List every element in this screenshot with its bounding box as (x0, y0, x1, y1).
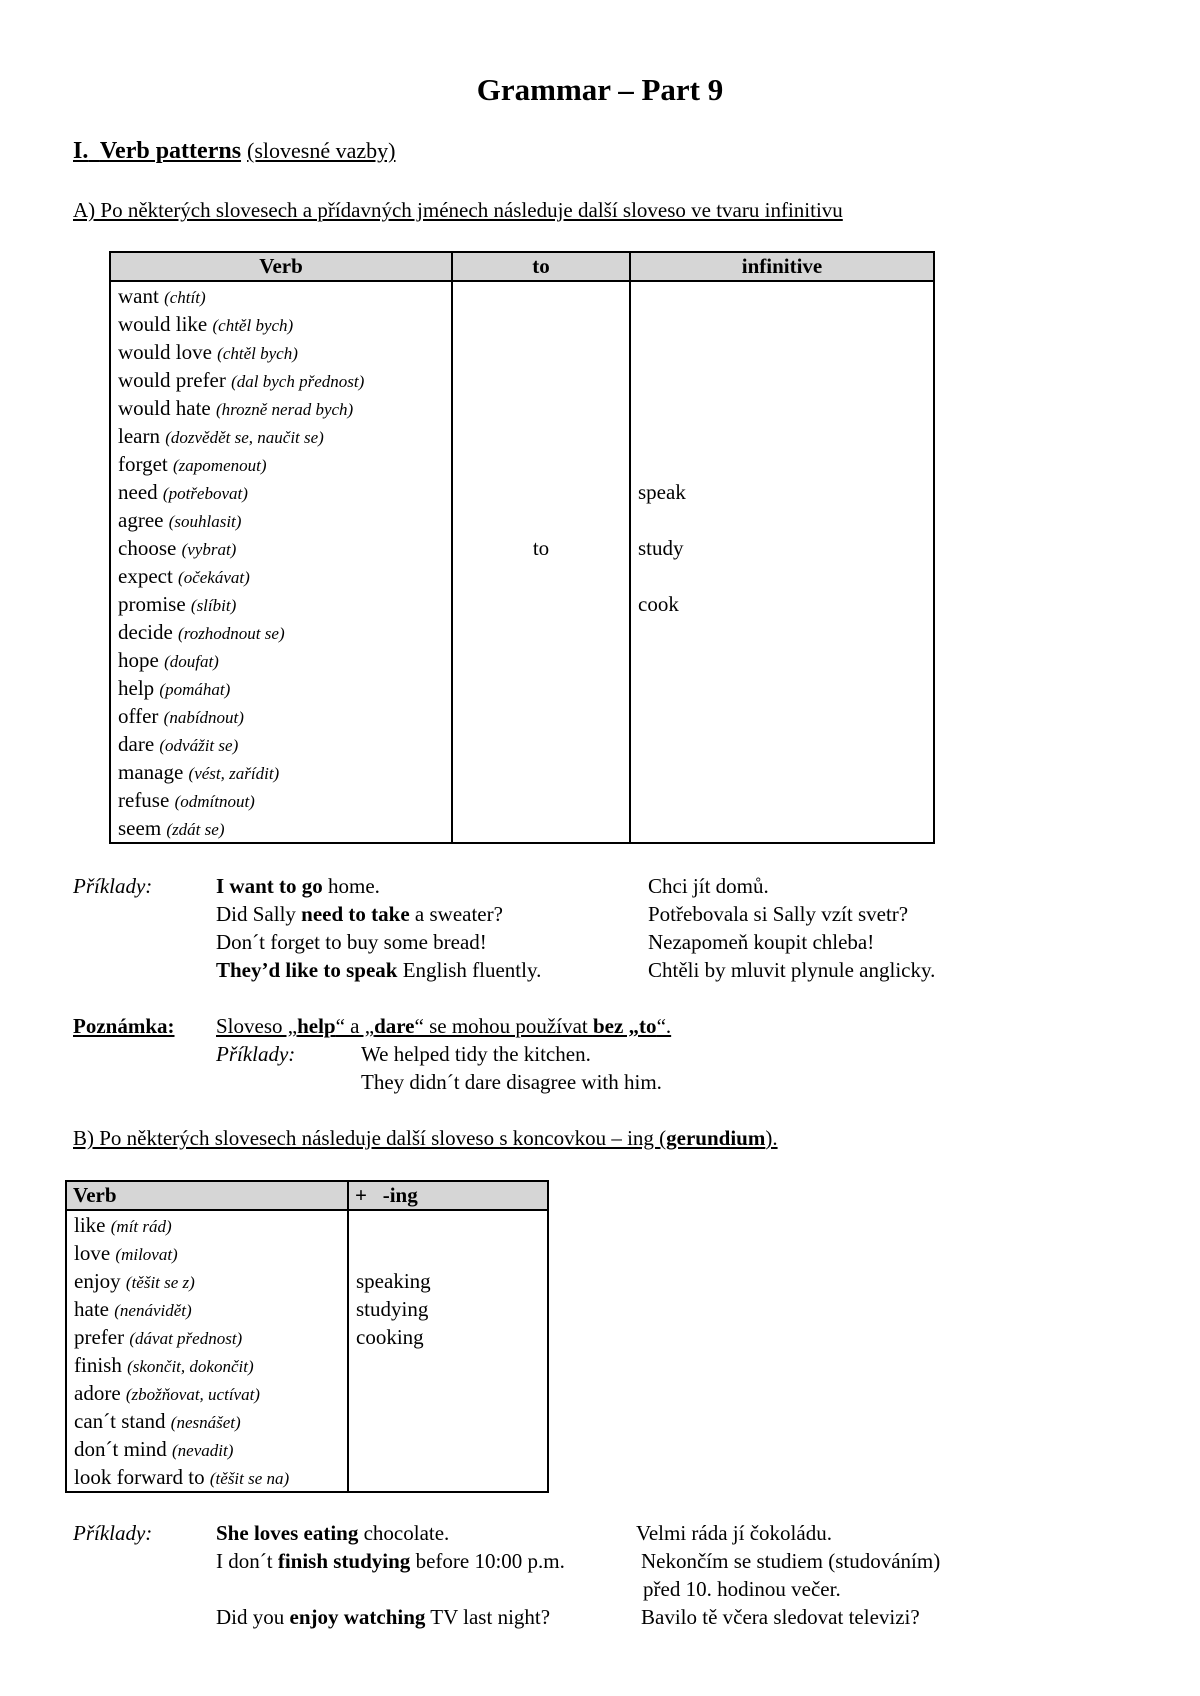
verb-item (111, 366, 451, 394)
verb-cz: (nevadit) (172, 1441, 234, 1460)
verb-cz: (doufat) (164, 652, 219, 671)
verb-en: hate (74, 1297, 109, 1321)
ing-item: studying (356, 1297, 429, 1321)
verb-cz: (těšit se z) (125, 1273, 195, 1292)
verb-en: dare (118, 732, 155, 756)
verb-item (67, 1463, 347, 1491)
verb-cz: (slíbit) (190, 596, 237, 615)
verb-en: promise (118, 592, 186, 616)
example-en: They’d like to speak English fluently. (216, 958, 542, 982)
note-example: They didn´t dare disagree with him. (361, 1070, 662, 1094)
verb-en: help (118, 676, 155, 700)
note-text: Sloveso „help“ a „dare“ se mohou používat bez „to“. (216, 1014, 672, 1038)
part-a-heading: A) Po některých slovesech a přídavných jménech následuje další sloveso ve tvaru infinitivu (73, 198, 843, 222)
verb-item (67, 1323, 347, 1351)
verb-item (111, 310, 451, 338)
verb-en: adore (74, 1381, 121, 1405)
example-cz: Chtěli by mluvit plynule anglicky. (648, 958, 936, 982)
verb-cz: (mít rád) (110, 1217, 172, 1236)
verb-item (111, 674, 451, 702)
verb-item (67, 1239, 347, 1267)
col-verb: Verb (110, 252, 452, 281)
example-en: I want to go home. (216, 874, 380, 898)
verb-cz: (hrozně nerad bych) (215, 400, 354, 419)
verb-en: learn (118, 424, 160, 448)
examples-label: Příklady: (73, 1521, 153, 1545)
col-infinitive: infinitive (630, 252, 934, 281)
verb-en: can´t stand (74, 1409, 166, 1433)
example-cz: Nezapomeň koupit chleba! (648, 930, 875, 954)
infinitive-list (630, 281, 934, 843)
verb-cz: (skončit, dokončit) (127, 1357, 254, 1376)
verb-cz: (zapomenout) (173, 456, 267, 475)
example-cz: Chci jít domů. (648, 874, 769, 898)
verb-en: forget (118, 452, 168, 476)
example-cz: Bavilo tě včera sledovat televizi? (641, 1605, 920, 1629)
verb-item (67, 1211, 347, 1239)
example-cz: Potřebovala si Sally vzít svetr? (648, 902, 909, 926)
verb-en: finish (74, 1353, 122, 1377)
verb-item (111, 702, 451, 730)
verb-item (111, 506, 451, 534)
verb-cz: (potřebovat) (162, 484, 248, 503)
verb-cz: (chtít) (164, 288, 206, 307)
verb-en: manage (118, 760, 184, 784)
verb-item (111, 646, 451, 674)
verb-cz: (nesnášet) (170, 1413, 241, 1432)
verb-en: love (74, 1241, 111, 1265)
to-cell (452, 281, 630, 843)
col-to: to (452, 252, 630, 281)
col-ing: + -ing (348, 1181, 548, 1210)
verb-item (67, 1379, 347, 1407)
verb-cz: (rozhodnout se) (178, 624, 285, 643)
verb-item (111, 422, 451, 450)
verb-en: don´t mind (74, 1437, 167, 1461)
verb-en: offer (118, 704, 159, 728)
verb-en: would prefer (118, 368, 226, 392)
verb-en: like (74, 1213, 106, 1237)
verb-cz: (souhlasit) (168, 512, 242, 531)
infinitive-table (109, 251, 935, 844)
verb-cz: (odvážit se) (159, 736, 239, 755)
verb-item (111, 478, 451, 506)
verb-item (111, 282, 451, 310)
section-heading (73, 138, 395, 165)
verb-item (111, 814, 451, 842)
verb-cz: (vybrat) (181, 540, 237, 559)
verb-list (110, 281, 452, 843)
note-example: We helped tidy the kitchen. (361, 1042, 591, 1066)
examples-label: Příklady: (73, 874, 153, 898)
example-cz: před 10. hodinou večer. (643, 1577, 841, 1601)
note-label: Poznámka: (73, 1014, 175, 1038)
verb-en: would like (118, 312, 208, 336)
verb-cz: (těšit se na) (209, 1469, 290, 1488)
verb-en: expect (118, 564, 173, 588)
example-cz: Velmi ráda jí čokoládu. (636, 1521, 832, 1545)
infinitive-item: speak (638, 480, 686, 504)
verb-item (111, 394, 451, 422)
example-cz: Nekončím se studiem (studováním) (641, 1549, 941, 1573)
verb-cz: (zdát se) (166, 820, 225, 839)
verb-cz: (pomáhat) (159, 680, 231, 699)
verb-item (111, 338, 451, 366)
example-en: Did you enjoy watching TV last night? (216, 1605, 551, 1629)
verb-cz: (chtěl bych) (212, 316, 294, 335)
part-b-heading: B) Po některých slovesech následuje další sloveso s koncovkou – ing (gerundium). (73, 1126, 778, 1150)
section-title: Verb patterns (99, 138, 242, 164)
note-examples-label: Příklady: (216, 1042, 296, 1066)
verb-en: need (118, 480, 158, 504)
verb-en: refuse (118, 788, 170, 812)
page-title: Grammar – Part 9 (476, 72, 724, 107)
col-verb: Verb (66, 1181, 348, 1210)
verb-item (111, 786, 451, 814)
ing-item: speaking (356, 1269, 431, 1293)
verb-list (66, 1210, 348, 1492)
gerund-table (65, 1180, 549, 1493)
verb-item (67, 1435, 347, 1463)
verb-cz: (očekávat) (178, 568, 250, 587)
verb-en: decide (118, 620, 173, 644)
verb-cz: (nenávidět) (114, 1301, 192, 1320)
verb-en: would hate (118, 396, 211, 420)
example-en: I don´t finish studying before 10:00 p.m. (216, 1549, 565, 1573)
verb-item (67, 1351, 347, 1379)
verb-item (67, 1295, 347, 1323)
ing-list (348, 1210, 548, 1492)
verb-cz: (odmítnout) (174, 792, 255, 811)
verb-en: would love (118, 340, 212, 364)
verb-en: seem (118, 816, 162, 840)
verb-cz: (nabídnout) (163, 708, 244, 727)
section-paren: (slovesné vazby) (247, 138, 396, 163)
verb-item (111, 758, 451, 786)
verb-cz: (zbožňovat, uctívat) (125, 1385, 260, 1404)
verb-item (111, 590, 451, 618)
infinitive-item: study (638, 536, 684, 560)
verb-cz: (dozvědět se, naučit se) (165, 428, 324, 447)
infinitive-item: cook (638, 592, 679, 616)
verb-item (67, 1407, 347, 1435)
verb-en: hope (118, 648, 159, 672)
verb-cz: (chtěl bych) (217, 344, 298, 363)
verb-en: look forward to (74, 1465, 205, 1489)
verb-en: prefer (74, 1325, 125, 1349)
verb-item (111, 730, 451, 758)
example-en: She loves eating chocolate. (216, 1521, 450, 1545)
example-en: Don´t forget to buy some bread! (216, 930, 487, 954)
example-en: Did Sally need to take a sweater? (216, 902, 503, 926)
verb-en: enjoy (74, 1269, 121, 1293)
verb-en: want (118, 284, 159, 308)
verb-en: agree (118, 508, 164, 532)
verb-cz: (milovat) (115, 1245, 178, 1264)
verb-item (111, 534, 451, 562)
verb-item (111, 618, 451, 646)
ing-item: cooking (356, 1325, 424, 1349)
verb-item (111, 562, 451, 590)
section-number: I. (73, 138, 89, 164)
verb-cz: (dal bych přednost) (231, 372, 365, 391)
verb-en: choose (118, 536, 177, 560)
to-word: to (532, 536, 550, 560)
verb-cz: (dávat přednost) (129, 1329, 243, 1348)
verb-item (67, 1267, 347, 1295)
verb-item (111, 450, 451, 478)
verb-cz: (vést, zařídit) (188, 764, 280, 783)
